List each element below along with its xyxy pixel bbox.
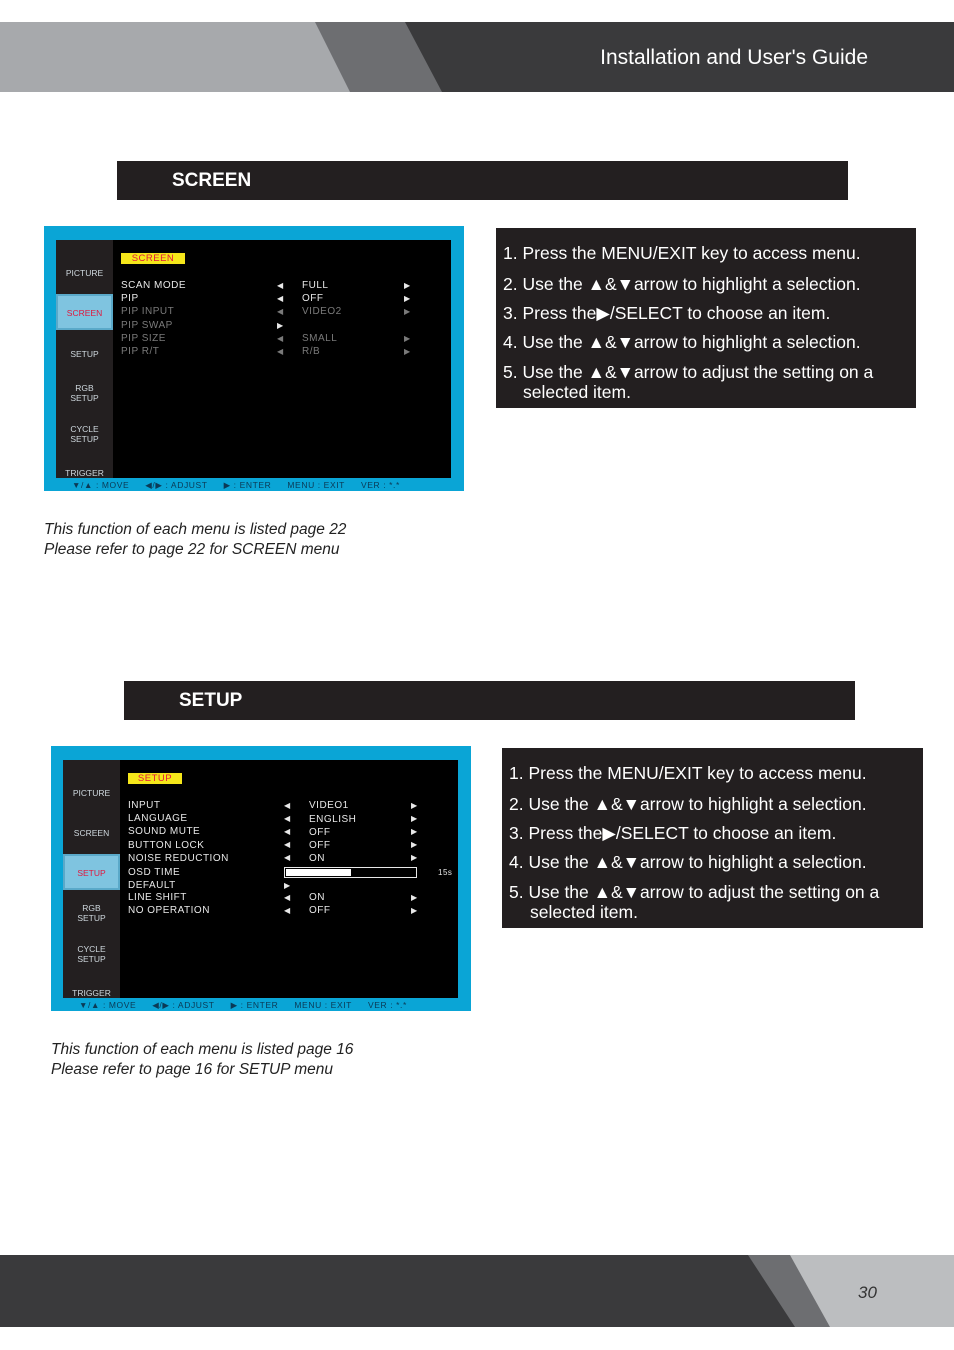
osd-side-item-cycle-setup: CYCLE SETUP bbox=[70, 424, 99, 444]
osd-row-value: ON bbox=[309, 892, 325, 903]
document-title: Installation and User's Guide bbox=[600, 46, 868, 69]
osd-row-value: SMALL bbox=[302, 333, 338, 344]
instruction-step: 5. Use the ▲&▼arrow to adjust the setting on a bbox=[503, 362, 874, 382]
osd-screen-menu bbox=[44, 226, 464, 491]
osd-footer-version: VER : *.* bbox=[367, 1000, 407, 1010]
osd-footer-adjust: ◀/▶ : ADJUST bbox=[152, 1000, 215, 1010]
osd-side-item-picture: PICTURE bbox=[65, 268, 104, 278]
instructions-box-screen bbox=[496, 228, 916, 408]
osd-row-label: NOISE REDUCTION bbox=[128, 853, 229, 864]
right-arrow-icon: ▶ bbox=[277, 321, 284, 330]
osd-highlight-label: SETUP bbox=[128, 773, 182, 784]
right-arrow-icon: ▶ bbox=[411, 840, 418, 849]
osd-row-value: FULL bbox=[302, 280, 329, 291]
osd-side-item-setup: SETUP bbox=[70, 349, 99, 359]
osd-side-item-rgb-setup: RGB SETUP bbox=[77, 903, 106, 923]
osd-row-label: PIP bbox=[121, 293, 139, 304]
instructions-box-setup bbox=[502, 748, 923, 928]
osd-side-item-screen: SCREEN bbox=[73, 828, 110, 838]
instruction-step: 3. Press the▶/SELECT to choose an item. bbox=[503, 303, 831, 323]
osd-side-item-screen: SCREEN bbox=[56, 294, 113, 330]
osd-row-value: OFF bbox=[309, 840, 331, 851]
caption-line: Please refer to page 16 for SETUP menu bbox=[51, 1061, 334, 1078]
right-arrow-icon: ▶ bbox=[404, 281, 411, 290]
instruction-step: selected item. bbox=[523, 382, 631, 402]
osd-row-value: OFF bbox=[309, 827, 331, 838]
instruction-step: 1. Press the MENU/EXIT key to access menu. bbox=[503, 243, 861, 263]
osd-panel bbox=[63, 760, 458, 998]
left-arrow-icon: ◀ bbox=[277, 294, 284, 303]
osd-footer bbox=[44, 480, 464, 491]
osd-footer-enter: ▶ : ENTER bbox=[223, 480, 272, 490]
instruction-step: 3. Press the▶/SELECT to choose an item. bbox=[509, 823, 837, 843]
osd-row-value: VIDEO2 bbox=[302, 306, 342, 317]
osd-row-label: PIP SWAP bbox=[121, 320, 173, 331]
osd-time-value: 15s bbox=[438, 868, 453, 877]
osd-row-label: OSD TIME bbox=[128, 867, 181, 878]
instruction-step: 2. Use the ▲&▼arrow to highlight a selection. bbox=[509, 794, 867, 814]
osd-sidebar bbox=[63, 760, 120, 998]
osd-row-label: LINE SHIFT bbox=[128, 892, 187, 903]
right-arrow-icon: ▶ bbox=[284, 881, 291, 890]
left-arrow-icon: ◀ bbox=[284, 840, 291, 849]
osd-panel bbox=[56, 240, 451, 478]
right-arrow-icon: ▶ bbox=[404, 307, 411, 316]
left-arrow-icon: ◀ bbox=[284, 906, 291, 915]
left-arrow-icon: ◀ bbox=[277, 347, 284, 356]
osd-row-label: PIP SIZE bbox=[121, 333, 166, 344]
osd-row-value: ENGLISH bbox=[309, 814, 357, 825]
osd-footer-adjust: ◀/▶ : ADJUST bbox=[145, 480, 208, 490]
osd-row-label: LANGUAGE bbox=[128, 813, 188, 824]
osd-side-item-cycle-setup: CYCLE SETUP bbox=[77, 944, 106, 964]
osd-row-label: DEFAULT bbox=[128, 880, 176, 891]
section-title: SCREEN bbox=[172, 170, 252, 191]
left-arrow-icon: ◀ bbox=[284, 827, 291, 836]
section-title: SETUP bbox=[179, 690, 243, 711]
osd-time-bar bbox=[284, 867, 417, 878]
instruction-step: 4. Use the ▲&▼arrow to highlight a selection. bbox=[503, 332, 861, 352]
instruction-step: 1. Press the MENU/EXIT key to access menu. bbox=[509, 763, 867, 783]
caption-line: Please refer to page 22 for SCREEN menu bbox=[44, 541, 340, 558]
osd-side-item-rgb-setup: RGB SETUP bbox=[70, 383, 99, 403]
section-bar-screen bbox=[117, 161, 848, 200]
footer-graphic bbox=[0, 1255, 954, 1327]
right-arrow-icon: ▶ bbox=[411, 906, 418, 915]
osd-footer-version: VER : *.* bbox=[360, 480, 400, 490]
page-footer bbox=[0, 1255, 954, 1327]
right-arrow-icon: ▶ bbox=[411, 827, 418, 836]
osd-row-label: PIP INPUT bbox=[121, 306, 175, 317]
osd-row-label: SCAN MODE bbox=[121, 280, 187, 291]
osd-sidebar bbox=[56, 240, 113, 478]
osd-row-value: VIDEO1 bbox=[309, 800, 349, 811]
left-arrow-icon: ◀ bbox=[277, 307, 284, 316]
osd-content bbox=[113, 240, 451, 478]
section-bar-setup bbox=[124, 681, 855, 720]
osd-footer-move: ▼/▲ : MOVE bbox=[72, 480, 130, 490]
left-arrow-icon: ◀ bbox=[277, 334, 284, 343]
caption-line: This function of each menu is listed page 16 bbox=[51, 1041, 354, 1058]
instruction-step: 2. Use the ▲&▼arrow to highlight a selection. bbox=[503, 274, 861, 294]
osd-highlight-label: SCREEN bbox=[121, 253, 185, 264]
page-header bbox=[0, 22, 954, 92]
right-arrow-icon: ▶ bbox=[404, 347, 411, 356]
osd-side-item-trigger: TRIGGER bbox=[65, 468, 104, 478]
osd-side-item-trigger: TRIGGER bbox=[72, 988, 111, 998]
page-number: 30 bbox=[858, 1283, 877, 1302]
left-arrow-icon: ◀ bbox=[284, 801, 291, 810]
osd-row-value: OFF bbox=[309, 905, 331, 916]
caption-line: This function of each menu is listed page 22 bbox=[44, 521, 347, 538]
osd-row-label: PIP R/T bbox=[121, 346, 160, 357]
osd-row-label: INPUT bbox=[128, 800, 161, 811]
osd-footer-exit: MENU : EXIT bbox=[294, 1000, 352, 1010]
left-arrow-icon: ◀ bbox=[284, 893, 291, 902]
osd-row-value: ON bbox=[309, 853, 325, 864]
right-arrow-icon: ▶ bbox=[411, 893, 418, 902]
left-arrow-icon: ◀ bbox=[284, 814, 291, 823]
right-arrow-icon: ▶ bbox=[411, 814, 418, 823]
osd-row-value: OFF bbox=[302, 293, 324, 304]
left-arrow-icon: ◀ bbox=[284, 853, 291, 862]
instruction-step: selected item. bbox=[530, 902, 638, 922]
osd-side-item-setup: SETUP bbox=[63, 854, 120, 890]
right-arrow-icon: ▶ bbox=[404, 294, 411, 303]
osd-row-label: SOUND MUTE bbox=[128, 826, 201, 837]
caption-setup bbox=[51, 1040, 353, 1080]
left-arrow-icon: ◀ bbox=[277, 281, 284, 290]
osd-row-label: NO OPERATION bbox=[128, 905, 210, 916]
osd-row-label: BUTTON LOCK bbox=[128, 840, 205, 851]
osd-footer-enter: ▶ : ENTER bbox=[230, 1000, 279, 1010]
instruction-step: 4. Use the ▲&▼arrow to highlight a selection. bbox=[509, 852, 867, 872]
osd-side-item-picture: PICTURE bbox=[72, 788, 111, 798]
right-arrow-icon: ▶ bbox=[411, 801, 418, 810]
caption-screen bbox=[44, 520, 346, 560]
osd-footer bbox=[51, 1000, 471, 1011]
osd-setup-menu bbox=[51, 746, 471, 1011]
osd-row-value: R/B bbox=[302, 346, 321, 357]
instruction-step: 5. Use the ▲&▼arrow to adjust the setting on a bbox=[509, 882, 880, 902]
right-arrow-icon: ▶ bbox=[411, 853, 418, 862]
osd-content bbox=[120, 760, 458, 998]
osd-footer-move: ▼/▲ : MOVE bbox=[79, 1000, 137, 1010]
osd-time-bar-fill bbox=[286, 869, 351, 876]
right-arrow-icon: ▶ bbox=[404, 334, 411, 343]
osd-footer-exit: MENU : EXIT bbox=[287, 480, 345, 490]
